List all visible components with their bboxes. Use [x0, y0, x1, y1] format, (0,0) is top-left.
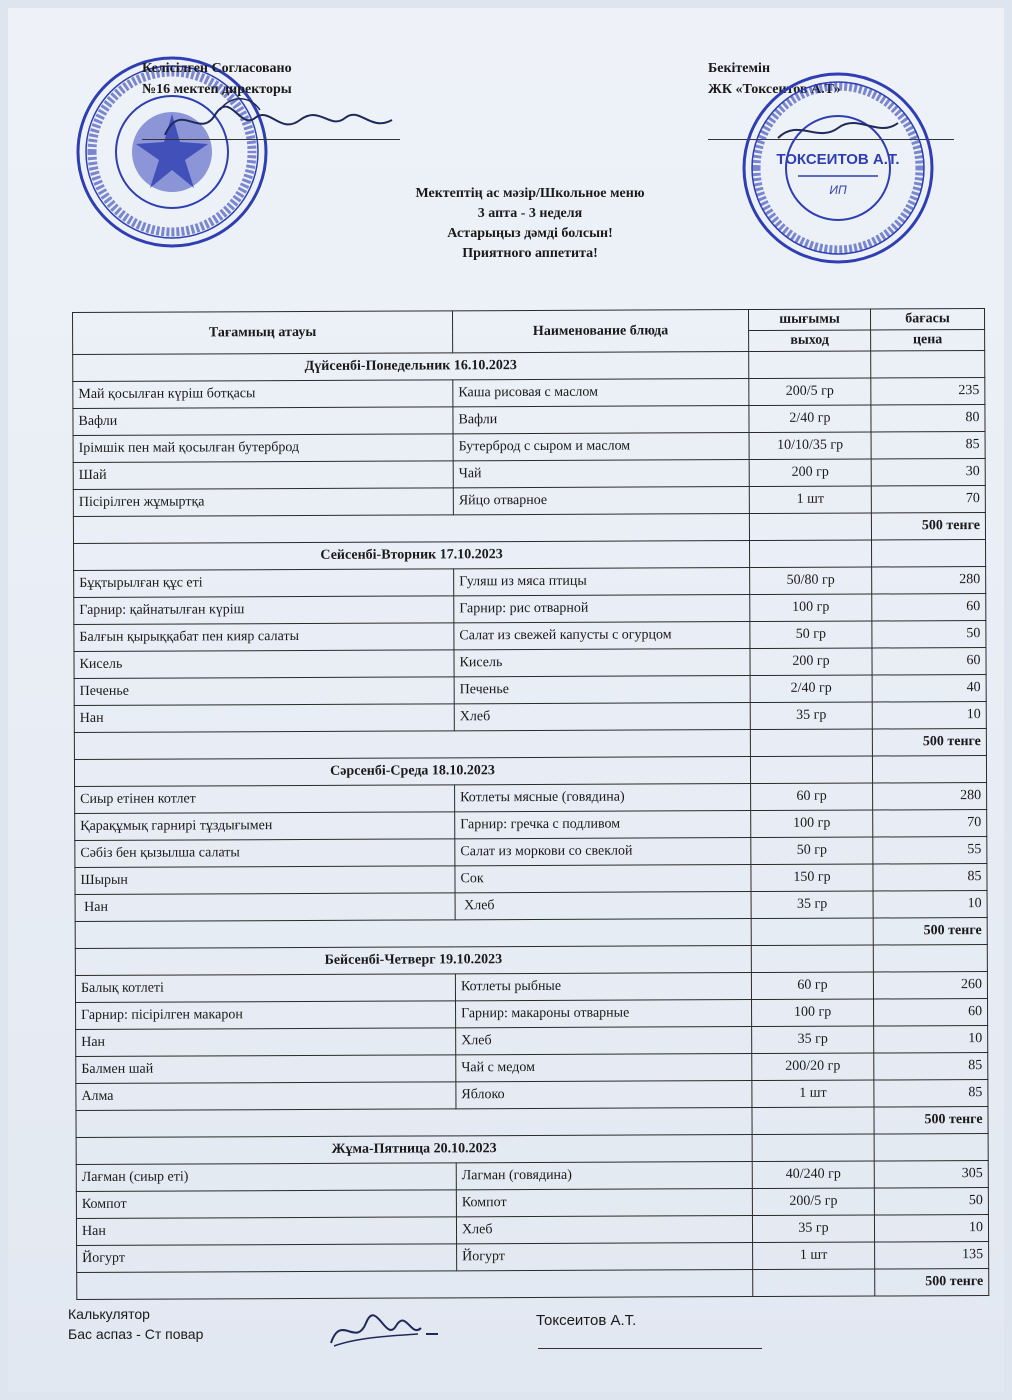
- dish-name-ru: Гуляш из мяса птицы: [454, 568, 750, 596]
- dish-name-ru: Хлеб: [455, 892, 751, 920]
- dish-row: [73, 405, 985, 436]
- agreed-label: Келісілген Согласовано: [142, 61, 292, 76]
- dish-output: 60 гр: [751, 972, 873, 1000]
- dish-name-ru: Компот: [456, 1189, 752, 1217]
- approved-label: Бекітемін: [708, 61, 771, 76]
- total-output-blank: [753, 1269, 875, 1297]
- total-blank: [77, 1270, 753, 1300]
- dish-row: [73, 459, 985, 490]
- day-title: Сәрсенбі-Среда 18.10.2023: [74, 757, 750, 787]
- dish-price: 70: [873, 810, 987, 837]
- dish-output: 2/40 гр: [750, 675, 872, 703]
- menu-table: [72, 308, 989, 1300]
- dish-row: [76, 1188, 988, 1219]
- day-header-row: [74, 756, 986, 787]
- total-output-blank: [750, 729, 872, 757]
- dish-output: 10/10/35 гр: [749, 432, 871, 460]
- dish-output: 40/240 гр: [752, 1161, 874, 1189]
- dish-name-ru: Салат из свежей капусты с огурцом: [454, 622, 750, 650]
- dish-name-kz: Гарнир: пісірілген макарон: [76, 1001, 456, 1030]
- dish-name-kz: Печенье: [74, 677, 454, 706]
- calculator-label: Калькулятор: [68, 1306, 150, 1322]
- dish-row: [74, 702, 986, 733]
- dish-output: 35 гр: [750, 702, 872, 730]
- dish-price: 80: [871, 405, 985, 432]
- dish-name-kz: Сиыр етінен котлет: [75, 785, 455, 814]
- school-director-label: №16 мектеп директоры: [142, 82, 292, 97]
- dish-row: [73, 378, 985, 409]
- dish-name-ru: Лагман (говядина): [456, 1162, 752, 1190]
- total-output-blank: [749, 513, 871, 541]
- dish-row: [74, 675, 986, 706]
- day-price-blank: [871, 351, 985, 378]
- dish-row: [76, 1215, 988, 1246]
- dish-row: [75, 972, 987, 1003]
- day-total: 500 тенге: [871, 513, 985, 540]
- right-round-seal: [738, 68, 938, 268]
- dish-name-kz: Шай: [73, 461, 453, 490]
- dish-output: 50/80 гр: [750, 567, 872, 595]
- dish-output: 200 гр: [749, 459, 871, 487]
- dish-row: [75, 783, 987, 814]
- dish-price: 10: [874, 1215, 988, 1242]
- dish-name-kz: Лағман (сиыр еті): [76, 1163, 456, 1192]
- dish-name-ru: Каша рисовая с маслом: [453, 379, 749, 407]
- dish-price: 10: [873, 891, 987, 918]
- dish-output: 50 гр: [751, 837, 873, 865]
- dish-output: 60 гр: [751, 783, 873, 811]
- day-title: Бейсенбі-Четверг 19.10.2023: [75, 946, 751, 976]
- dish-output: 1 шт: [752, 1080, 874, 1108]
- dish-name-kz: Йогурт: [77, 1244, 457, 1273]
- day-output-blank: [750, 756, 872, 784]
- dish-name-ru: Салат из моркови со свеклой: [455, 838, 751, 866]
- day-total-row: [77, 1269, 989, 1300]
- stamp-abbr: ИП: [829, 183, 847, 197]
- dish-row: [74, 648, 986, 679]
- day-header-row: [76, 1134, 988, 1165]
- dish-name-kz: Алма: [76, 1082, 456, 1111]
- dish-output: 100 гр: [752, 999, 874, 1027]
- dish-name-ru: Бутерброд с сыром и маслом: [453, 433, 749, 461]
- column-header-output-kz: шығымы: [748, 309, 870, 331]
- signer-name: Токсеитов А.Т.: [536, 1312, 637, 1329]
- dish-output: 200/5 гр: [752, 1188, 874, 1216]
- week-label: 3 апта - 3 неделя: [477, 206, 583, 221]
- dish-name-kz: Балық котлеті: [75, 974, 455, 1003]
- chef-signature: [326, 1308, 456, 1358]
- dish-price: 10: [872, 702, 986, 729]
- dish-row: [74, 594, 986, 625]
- dish-name-kz: Пісірілген жұмыртқа: [73, 488, 453, 517]
- dish-name-ru: Йогурт: [457, 1243, 753, 1271]
- dish-name-kz: Кисель: [74, 650, 454, 679]
- chef-label: Бас аспаз - Ст повар: [68, 1326, 204, 1342]
- dish-name-ru: Хлеб: [456, 1027, 752, 1055]
- dish-output: 35 гр: [751, 891, 873, 919]
- day-total: 500 тенге: [874, 1107, 988, 1134]
- column-header-kz: Тағамның атауы: [73, 311, 453, 355]
- dish-output: 2/40 гр: [749, 405, 871, 433]
- day-header-row: [73, 351, 985, 382]
- dish-name-ru: Сок: [455, 865, 751, 893]
- day-total-row: [73, 513, 985, 544]
- stamp-name: ТОКСЕИТОВ А.Т.: [776, 151, 900, 168]
- dish-row: [73, 486, 985, 517]
- dish-name-kz: Компот: [76, 1190, 456, 1219]
- dish-row: [74, 621, 986, 652]
- dish-name-kz: Балмен шай: [76, 1055, 456, 1084]
- dish-price: 40: [872, 675, 986, 702]
- column-header-output-ru: выход: [749, 330, 871, 352]
- dish-output: 1 шт: [753, 1242, 875, 1270]
- day-title: Сейсенбі-Вторник 17.10.2023: [74, 541, 750, 571]
- dish-output: 50 гр: [750, 621, 872, 649]
- day-price-blank: [872, 756, 986, 783]
- dish-price: 10: [874, 1026, 988, 1053]
- dish-row: [75, 810, 987, 841]
- total-blank: [75, 919, 751, 949]
- dish-name-kz: Нан: [74, 704, 454, 733]
- total-blank: [73, 514, 749, 544]
- dish-output: 35 гр: [752, 1215, 874, 1243]
- dish-price: 280: [872, 567, 986, 594]
- dish-price: 60: [874, 999, 988, 1026]
- dish-name-kz: Сәбіз бен қызылша салаты: [75, 839, 455, 868]
- dish-name-ru: Гарнир: рис отварной: [454, 595, 750, 623]
- dish-price: 70: [871, 486, 985, 513]
- column-header-price-kz: бағасы: [870, 309, 984, 330]
- day-total-row: [75, 918, 987, 949]
- dish-name-ru: Вафли: [453, 406, 749, 434]
- signer-signature-line: [538, 1348, 762, 1349]
- dish-name-kz: Май қосылған күріш ботқасы: [73, 380, 453, 409]
- entrepreneur-label: ЖК «Токсеитов А.Т»: [708, 82, 841, 97]
- column-header-price-ru: цена: [871, 330, 985, 351]
- day-output-blank: [750, 540, 872, 568]
- dish-name-ru: Хлеб: [454, 703, 750, 731]
- total-blank: [76, 1108, 752, 1138]
- menu-title: Мектептің ас мәзір/Школьное меню: [415, 186, 645, 201]
- day-title: Дүйсенбі-Понедельник 16.10.2023: [73, 352, 749, 382]
- dish-price: 50: [872, 621, 986, 648]
- total-blank: [74, 730, 750, 760]
- dish-name-kz: Ірімшік пен май қосылған бутерброд: [73, 434, 453, 463]
- dish-name-kz: Нан: [76, 1028, 456, 1057]
- dish-price: 85: [873, 864, 987, 891]
- dish-name-ru: Кисель: [454, 649, 750, 677]
- footer-roles: [68, 1304, 203, 1344]
- dish-price: 135: [875, 1242, 989, 1269]
- dish-name-kz: Бұқтырылған құс еті: [74, 569, 454, 598]
- dish-name-kz: Қарақұмық гарнирі тұздығымен: [75, 812, 455, 841]
- dish-name-ru: Яйцо отварное: [453, 487, 749, 515]
- dish-price: 85: [871, 432, 985, 459]
- dish-row: [75, 891, 987, 922]
- column-header-ru: Наименование блюда: [452, 310, 748, 353]
- dish-name-ru: Чай: [453, 460, 749, 488]
- dish-row: [75, 837, 987, 868]
- dish-row: [74, 567, 986, 598]
- dish-price: 60: [872, 594, 986, 621]
- dish-name-ru: Котлеты рыбные: [455, 973, 751, 1001]
- dish-price: 235: [871, 378, 985, 405]
- director-signature: [160, 90, 400, 150]
- dish-row: [76, 1026, 988, 1057]
- day-header-row: [75, 945, 987, 976]
- dish-price: 305: [874, 1161, 988, 1188]
- dish-row: [76, 1161, 988, 1192]
- dish-name-kz: Гарнир: қайнатылған күріш: [74, 596, 454, 625]
- day-total-row: [74, 729, 986, 760]
- day-total: 500 тенге: [875, 1269, 989, 1296]
- bon-appetit-ru: Приятного аппетита!: [462, 246, 598, 261]
- dish-name-kz: Шырын: [75, 866, 455, 895]
- menu-table-body: [73, 351, 989, 1300]
- dish-row: [76, 999, 988, 1030]
- dish-name-ru: Гарнир: гречка с подливом: [455, 811, 751, 839]
- dish-row: [77, 1242, 989, 1273]
- dish-price: 30: [871, 459, 985, 486]
- day-price-blank: [873, 945, 987, 972]
- dish-row: [76, 1053, 988, 1084]
- dish-output: 200/20 гр: [752, 1053, 874, 1081]
- dish-name-kz: Балғын қырыққабат пен кияр салаты: [74, 623, 454, 652]
- day-output-blank: [749, 351, 871, 379]
- dish-output: 35 гр: [752, 1026, 874, 1054]
- menu-title-block: [330, 184, 730, 264]
- dish-name-ru: Хлеб: [456, 1216, 752, 1244]
- dish-row: [75, 864, 987, 895]
- dish-price: 50: [874, 1188, 988, 1215]
- dish-output: 100 гр: [750, 594, 872, 622]
- day-total-row: [76, 1107, 988, 1138]
- bon-appetit-kz: Астарыңыз дәмді болсын!: [447, 226, 613, 241]
- dish-price: 280: [873, 783, 987, 810]
- day-price-blank: [872, 540, 986, 567]
- dish-row: [76, 1080, 988, 1111]
- dish-price: 55: [873, 837, 987, 864]
- total-output-blank: [752, 1107, 874, 1135]
- dish-name-kz: Вафли: [73, 407, 453, 436]
- dish-output: 1 шт: [749, 486, 871, 514]
- day-total: 500 тенге: [872, 729, 986, 756]
- dish-name-ru: Гарнир: макароны отварные: [456, 1000, 752, 1028]
- dish-output: 200 гр: [750, 648, 872, 676]
- dish-row: [73, 432, 985, 463]
- dish-price: 260: [873, 972, 987, 999]
- day-price-blank: [874, 1134, 988, 1161]
- dish-price: 60: [872, 648, 986, 675]
- dish-name-ru: Чай с медом: [456, 1054, 752, 1082]
- total-output-blank: [751, 918, 873, 946]
- dish-name-ru: Печенье: [454, 676, 750, 704]
- day-output-blank: [751, 945, 873, 973]
- dish-name-kz: Нан: [76, 1217, 456, 1246]
- dish-price: 85: [874, 1080, 988, 1107]
- day-title: Жұма-Пятница 20.10.2023: [76, 1135, 752, 1165]
- dish-name-ru: Яблоко: [456, 1081, 752, 1109]
- day-total: 500 тенге: [873, 918, 987, 945]
- dish-output: 100 гр: [751, 810, 873, 838]
- day-header-row: [74, 540, 986, 571]
- dish-name-kz: Нан: [75, 893, 455, 922]
- dish-price: 85: [874, 1053, 988, 1080]
- dish-output: 150 гр: [751, 864, 873, 892]
- dish-name-ru: Котлеты мясные (говядина): [455, 784, 751, 812]
- day-output-blank: [752, 1134, 874, 1162]
- dish-output: 200/5 гр: [749, 378, 871, 406]
